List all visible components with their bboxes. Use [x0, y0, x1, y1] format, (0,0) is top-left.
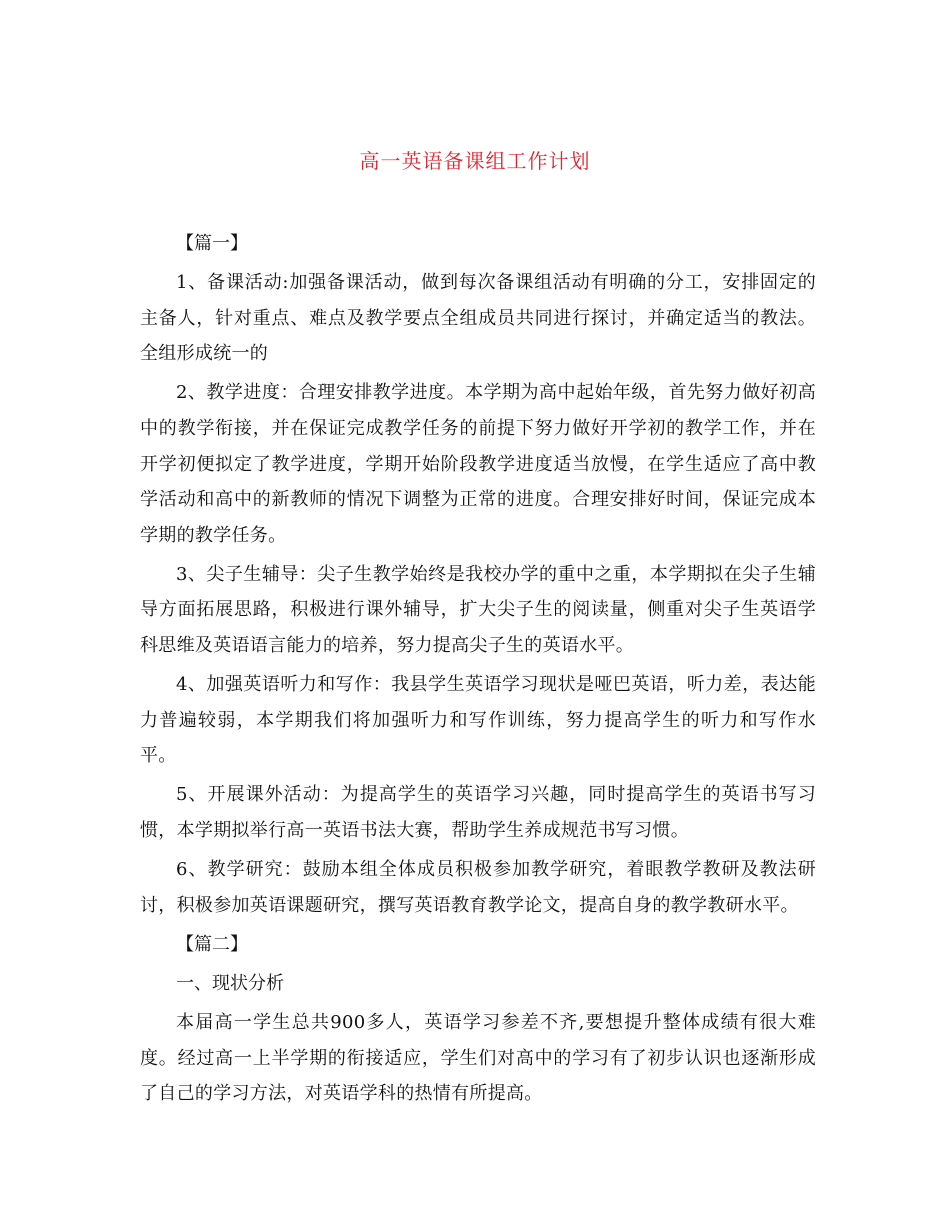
paragraph-listening-writing: 4、加强英语听力和写作：我县学生英语学习现状是哑巴英语，听力差，表达能力普遍较弱，本学期我们将加强听力和写作训练，努力提高学生的听力和写作水平。	[140, 674, 816, 767]
paragraph-teaching-research: 6、教学研究：鼓励本组全体成员积极参加教学研究，着眼教学教研及教法研讨，积极参加英语课题研究，撰写英语教育教学论文，提高自身的教学教研水平。	[140, 859, 816, 916]
paragraph-top-students: 3、尖子生辅导：尖子生教学始终是我校办学的重中之重，本学期拟在尖子生辅导方面拓展思路，积极进行课外辅导，扩大尖子生的阅读量，侧重对尖子生英语学科思维及英语语言能力的培养，努力提高尖子生的英语水平。	[140, 563, 816, 657]
subheading-status-analysis: 一、现状分析	[176, 972, 284, 994]
document-body	[140, 226, 816, 1112]
section-heading-part-one: 【篇一】	[176, 233, 248, 254]
paragraph-lesson-prep: 1、备课活动:加强备课活动，做到每次备课组活动有明确的分工，安排固定的主备人，针对重点、难点及教学要点全组成员共同进行探讨，并确定适当的教法。全组形成统一的	[140, 272, 816, 365]
paragraph-teaching-progress: 2、教学进度：合理安排教学进度。本学期为高中起始年级，首先努力做好初高中的教学衔接，并在保证完成教学任务的前提下努力做好开学初的教学工作，并在开学初便拟定了教学进度，学期开始阶段教学进度适当放慢，在学生适应了高中教学活动和高中的新教师的情况下调整为正常的进度。合理安排好时间，保证完成本学期的教学任务。	[140, 382, 816, 546]
paragraph-student-overview: 本届高一学生总共900多人，英语学习参差不齐,要想提升整体成绩有很大难度。经过高一上半学期的衔接适应，学生们对高中的学习有了初步认识也逐渐形成了自己的学习方法，对英语学科的热情有所提高。	[140, 1011, 816, 1105]
section-heading-part-two: 【篇二】	[176, 933, 248, 955]
document-title: 高一英语备课组工作计划	[359, 149, 591, 173]
paragraph-extracurricular: 5、开展课外活动：为提高学生的英语学习兴趣，同时提高学生的英语书写习惯，本学期拟举行高一英语书法大赛，帮助学生养成规范书写习惯。	[140, 784, 816, 841]
